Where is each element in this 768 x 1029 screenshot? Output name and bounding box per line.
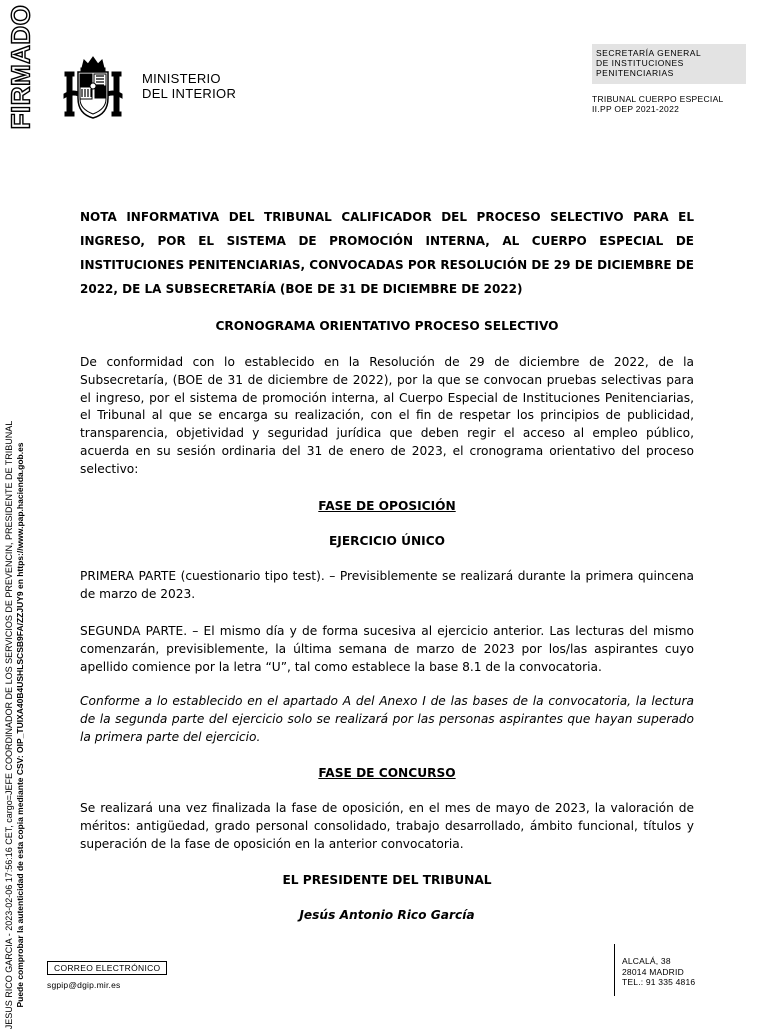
email-address[interactable]: sgpip@dgip.mir.es [47,980,121,990]
signature-line: JESUS RICO GARCIA - 2023-02-06 17:56:16 CET, cargo=JEFE COORDINADOR DE LOS SERVICIOS DE PREVENCIN, PRESIDENTE DE TRIBUNAL [4,420,14,1029]
secretaria-line: DE INSTITUCIONES [596,58,684,68]
address-line: ALCALÁ, 38 [622,956,671,966]
ministry-line2: DEL INTERIOR [142,86,237,101]
section-heading-oposicion: FASE DE OPOSICIÓN [318,499,456,513]
primera-parte-paragraph: PRIMERA PARTE (cuestionario tipo test). – Previsiblemente se realizará durante la primera quincena de marzo de 2023. [80,569,694,601]
concurso-paragraph: Se realizará una vez finalizada la fase de oposición, en el mes de mayo de 2023, la valoración de méritos: antigüedad, grado personal consolidado, trabajo desarrollado, ámbito funcional, títulos y superación de la fase de oposición en la anterior convocatoria. [80,801,694,851]
intro-paragraph: De conformidad con lo establecido en la Resolución de 29 de diciembre de 2022, de la Subsecretaría, (BOE de 31 de diciembre de 2022), por la que se convocan pruebas selectivas para el ingreso, por el sistema de promoción interna, al Cuerpo Especial de Instituciones Penitenciarias, el Tribunal al que se encarga su realización, con el fin de respetar los principios de publicidad, transparencia, objetividad y seguridad jurídica que deben regir el acceso al empleo público, acuerda en su sesión ordinaria del 31 de enero de 2023, el cronograma orientativo del proceso selectivo: [80,355,694,476]
tribunal-heading [592,94,724,114]
tribunal-line: II.PP OEP 2021-2022 [592,104,680,114]
section-heading-ejercicio: EJERCICIO ÚNICO [328,534,446,548]
ministry-name [142,71,236,101]
address-line: 28014 MADRID [622,966,684,977]
secretaria-line: PENITENCIARIAS [596,68,674,78]
postal-address [622,956,695,988]
signer-name: Jesús Antonio Rico García [299,908,475,922]
secretaria-box [592,44,746,84]
ministry-line1: MINISTERIO [142,71,221,86]
csv-verification-line: Puede comprobar la autenticidad de esta copia mediante CSV: OIP_TUIXA40B4USHLSCSB9FA/ZZJUY9 en https://www.pap.hacienda.gob.es [15,442,25,1008]
firmado-text: FIRMADO [5,4,36,130]
signature-sidebar [0,420,28,1029]
tribunal-line: TRIBUNAL CUERPO ESPECIAL [592,94,724,104]
document-subtitle: CRONOGRAMA ORIENTATIVO PROCESO SELECTIVO [215,319,559,333]
address-divider [614,944,615,996]
presidente-title: EL PRESIDENTE DEL TRIBUNAL [282,873,492,887]
note-paragraph: Conforme a lo establecido en el apartado A del Anexo I de las bases de la convocatoria, la lectura de la segunda parte del ejercicio solo se realizará por las personas aspirantes que hayan superado la primera parte del ejercicio. [80,694,694,744]
segunda-parte-paragraph: SEGUNDA PARTE. – El mismo día y de forma sucesiva al ejercicio anterior. Las lecturas del mismo comenzarán, previsiblemente, la última semana de marzo de 2023 por los/las aspirantes cuyo apellido comience por la letra “U”, tal como establece la base 8.1 de la convocatoria. [80,624,694,674]
coat-of-arms-icon [62,54,124,122]
address-line: TEL.: 91 335 4816 [622,977,696,987]
secretaria-line: SECRETARÍA GENERAL [596,48,702,58]
email-label-box: CORREO ELECTRÓNICO [47,961,167,975]
section-heading-concurso: FASE DE CONCURSO [318,766,456,780]
document-title: NOTA INFORMATIVA DEL TRIBUNAL CALIFICADOR DEL PROCESO SELECTIVO PARA EL INGRESO, POR EL SISTEMA DE PROMOCIÓN INTERNA, AL CUERPO ESPECIAL DE INSTITUCIONES PENITENCIARIAS, CONVOCADAS POR RESOLUCIÓN DE 29 DE DICIEMBRE DE 2022, DE LA SUBSECRETARÍA (BOE DE 31 DE DICIEMBRE DE 2022) [80,210,694,296]
firmado-stamp [5,4,36,130]
